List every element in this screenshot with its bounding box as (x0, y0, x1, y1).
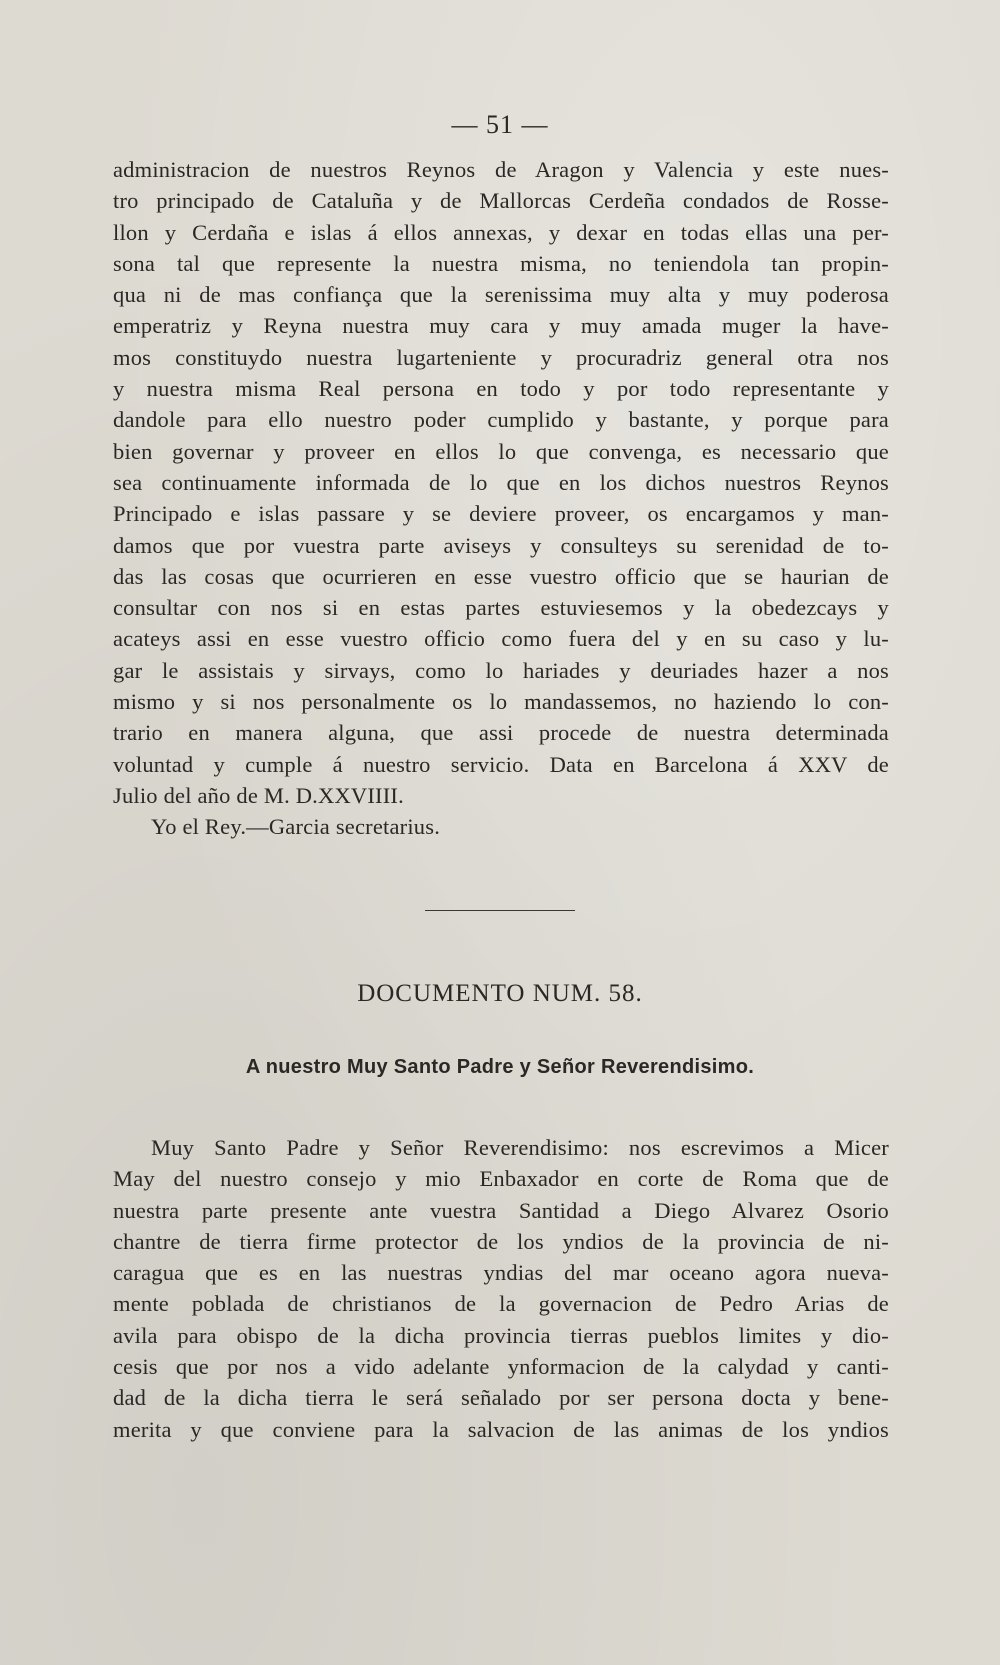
text-line: dandole para ello nuestro poder cumplido y bastante, y porque para (113, 407, 889, 433)
text-line: mos constituydo nuestra lugarteniente y procuradriz general otra nos (113, 344, 889, 370)
text-line: administracion de nuestros Reynos de Aragon y Valencia y este nues- (113, 157, 889, 182)
text-line: mismo y si nos personalmente os lo mandassemos, no haziendo lo con- (113, 689, 889, 715)
text-line: cesis que por nos a vido adelante ynformacion de la calydad y canti- (113, 1354, 889, 1380)
text-line: avila para obispo de la dicha provincia tierras pueblos limites y dio- (113, 1322, 889, 1348)
text-line: voluntad y cumple á nuestro servicio. Data en Barcelona á XXV de (113, 751, 889, 777)
text-line: Muy Santo Padre y Señor Reverendisimo: nos escrevimos a Micer (151, 1135, 889, 1160)
text-line: damos que por vuestra parte aviseys y consulteys su serenidad de to- (113, 532, 889, 558)
text-line: emperatriz y Reyna nuestra muy cara y muy amada muger la have- (113, 313, 889, 339)
text-line: llon y Cerdaña e islas á ellos annexas, y dexar en todas ellas una per- (113, 219, 889, 245)
text-line: bien governar y proveer en ellos lo que convenga, es necessario que (113, 438, 889, 464)
letter-body-continued (113, 154, 889, 843)
text-line: mente poblada de christianos de la governacion de Pedro Arias de (113, 1291, 889, 1317)
section-divider (425, 910, 575, 911)
document-heading: DOCUMENTO NUM. 58. (357, 980, 643, 1007)
text-line: y nuestra misma Real persona en todo y por todo representante y (113, 376, 889, 402)
text-line: dad de la dicha tierra le será señalado por ser persona docta y bene- (113, 1385, 889, 1411)
text-line: sea continuamente informada de lo que en los dichos nuestros Reynos (113, 469, 889, 495)
text-line: trario en manera alguna, que assi procede de nuestra determinada (113, 720, 889, 746)
document-subheading: A nuestro Muy Santo Padre y Señor Reverendisimo. (245, 1056, 755, 1078)
text-line: Julio del año de M. D.XXVIIII. (113, 782, 404, 808)
text-line: acateys assi en esse vuestro officio como fuera del y en su caso y lu- (113, 626, 889, 652)
text-line: caragua que es en las nuestras yndias del mar oceano agora nueva- (113, 1260, 889, 1286)
text-line: merita y que conviene para la salvacion de las animas de los yndios (113, 1416, 889, 1442)
text-line: consultar con nos si en estas partes estuviesemos y la obedezcays y (113, 595, 889, 621)
text-line: nuestra parte presente ante vuestra Santidad a Diego Alvarez Osorio (113, 1197, 889, 1223)
letter-body (113, 1132, 889, 1445)
text-line: das las cosas que ocurrieren en esse vuestro officio que se haurian de (113, 563, 889, 589)
signature-line: Yo el Rey.—Garcia secretarius. (151, 814, 441, 840)
text-line: chantre de tierra firme protector de los yndios de la provincia de ni- (113, 1228, 889, 1254)
page-number: — 51 — (451, 110, 549, 139)
text-line: May del nuestro consejo y mio Enbaxador en corte de Roma que de (113, 1166, 889, 1192)
text-line: sona tal que represente la nuestra misma, no teniendola tan propin- (113, 250, 889, 276)
text-line: gar le assistais y sirvays, como lo hariades y deuriades hazer a nos (113, 657, 889, 683)
text-line: qua ni de mas confiança que la serenissima muy alta y muy poderosa (113, 282, 889, 308)
text-line: Principado e islas passare y se deviere proveer, os encargamos y man- (113, 501, 889, 527)
text-line: tro principado de Cataluña y de Mallorcas Cerdeña condados de Rosse- (113, 188, 889, 214)
